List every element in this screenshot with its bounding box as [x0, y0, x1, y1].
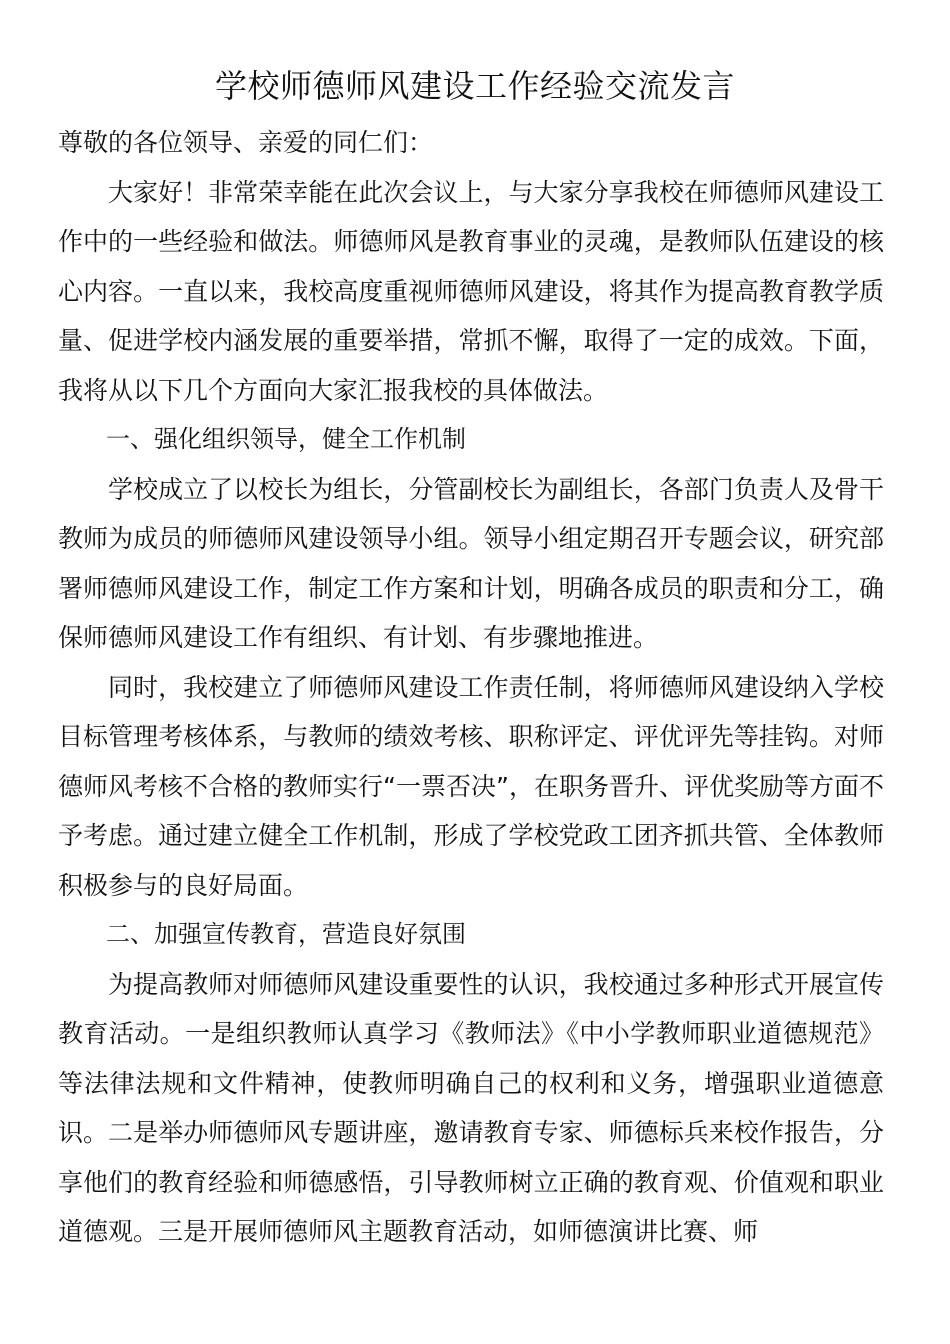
paragraph-section2-1: 为提高教师对师德师风建设重要性的认识，我校通过多种形式开展宣传教育活动。一是组织教师认真学习《教师法》《中小学教师职业道德规范》等法律法规和文件精神，使教师明确自己的权利和义务，增强职业道德意识。二是举办师德师风专题讲座，邀请教育专家、师德标兵来校作报告，分享他们的教育经验和师德感悟，引导教师树立正确的教育观、价值观和职业道德观。三是开展师德师风主题教育活动，如师德演讲比赛、师	[58, 969, 884, 1246]
section-heading-2: 二、加强宣传教育，营造良好氛围	[106, 920, 466, 948]
section-heading-1: 一、强化组织领导，健全工作机制	[106, 425, 466, 453]
paragraph-section1-1: 学校成立了以校长为组长，分管副校长为副组长，各部门负责人及骨干教师为成员的师德师风建设领导小组。领导小组定期召开专题会议，研究部署师德师风建设工作，制定工作方案和计划，明确各成员的职责和分工，确保师德师风建设工作有组织、有计划、有步骤地推进。	[58, 474, 884, 652]
document-title: 学校师德师风建设工作经验交流发言	[214, 67, 735, 105]
paragraph-intro: 大家好！非常荣幸能在此次会议上，与大家分享我校在师德师风建设工作中的一些经验和做法。师德师风是教育事业的灵魂，是教师队伍建设的核心内容。一直以来，我校高度重视师德师风建设，将其作为提高教育教学质量、促进学校内涵发展的重要举措，常抓不懈，取得了一定的成效。下面，我将从以下几个方面向大家汇报我校的具体做法。	[58, 177, 884, 405]
salutation: 尊敬的各位领导、亲爱的同仁们：	[58, 128, 434, 157]
document-body	[58, 118, 884, 1257]
paragraph-section1-2: 同时，我校建立了师德师风建设工作责任制，将师德师风建设纳入学校目标管理考核体系，与教师的绩效考核、职称评定、评优评先等挂钩。对师德师风考核不合格的教师实行“一票否决”，在职务晋升、评优奖励等方面不予考虑。通过建立健全工作机制，形成了学校党政工团齐抓共管、全体教师积极参与的良好局面。	[58, 672, 884, 900]
